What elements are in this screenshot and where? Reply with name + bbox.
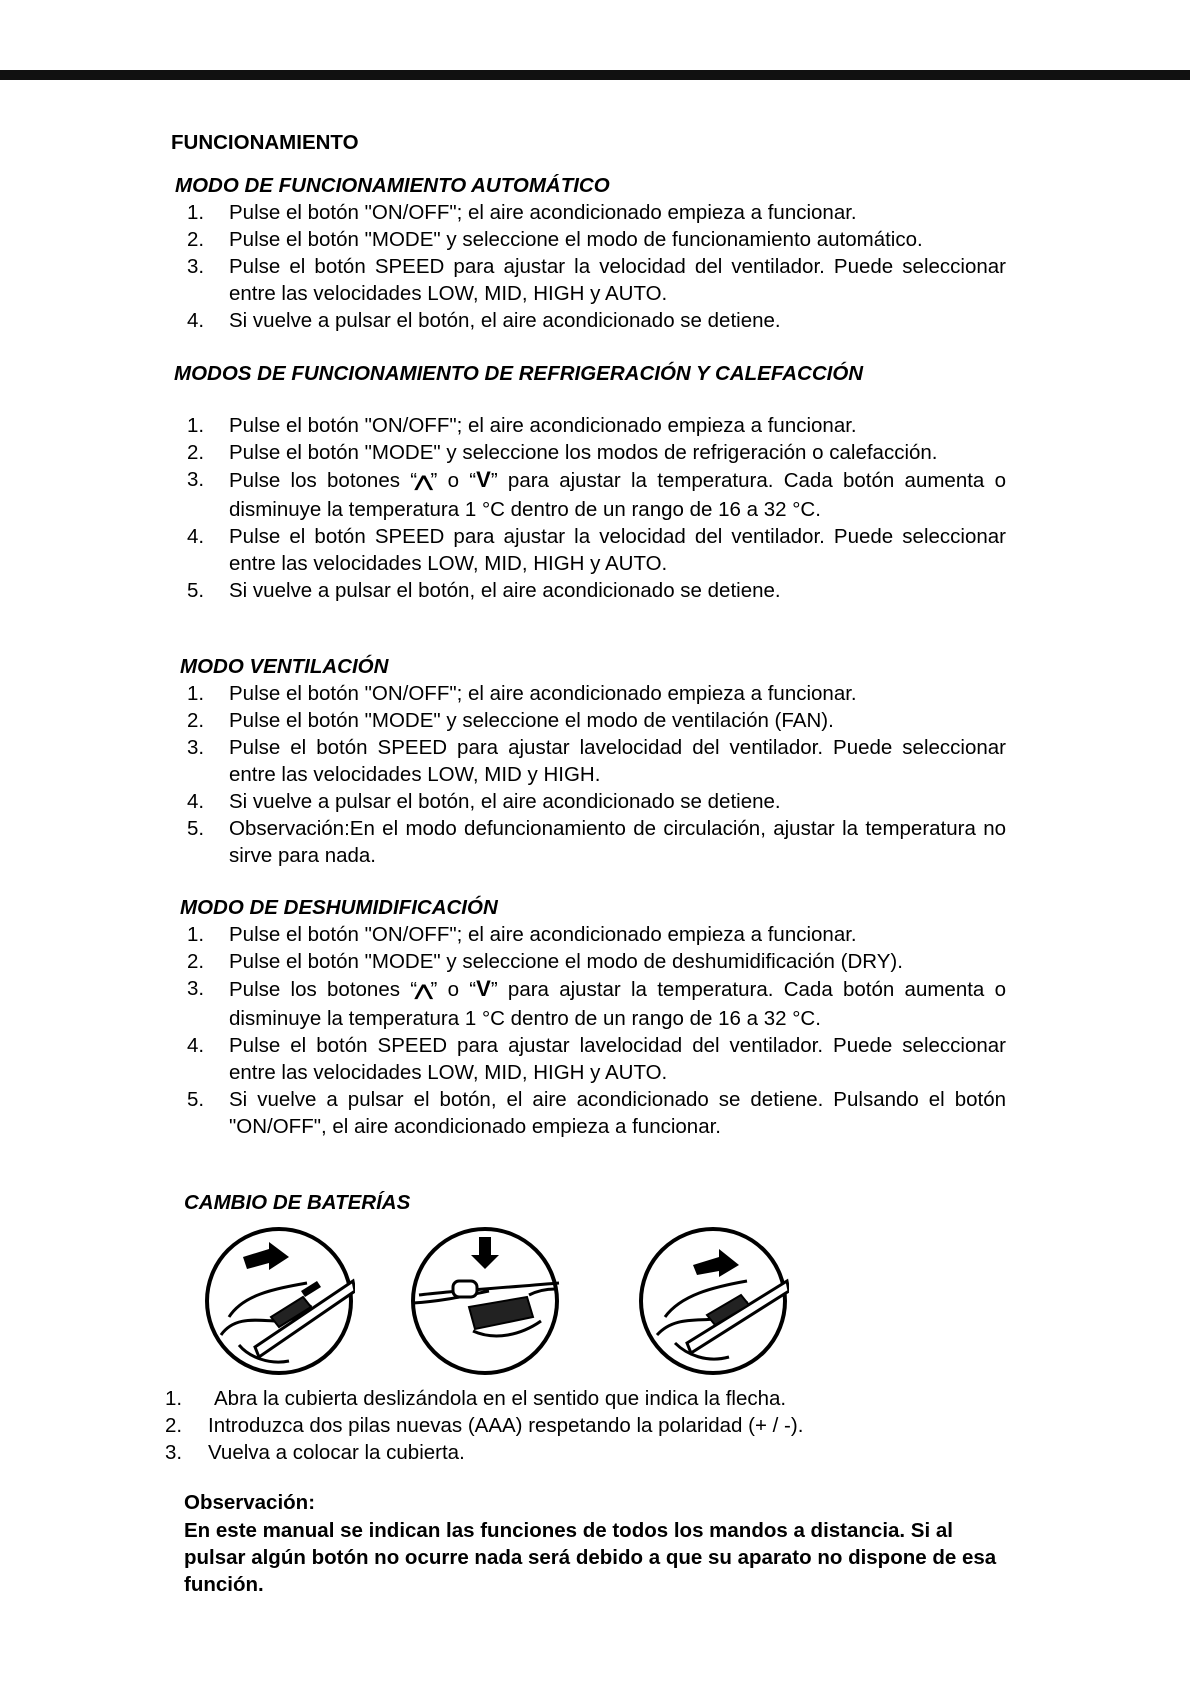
- down-arrow-icon: V: [476, 467, 491, 492]
- section-title-fan: MODO VENTILACIÓN: [180, 655, 389, 678]
- step-text: Observación:En el modo defuncionamiento de circulación, ajustar la temperatura no sirve para nada.: [229, 817, 1006, 867]
- up-arrow-icon: ⋀: [414, 474, 434, 491]
- list-item: [174, 1032, 1006, 1086]
- step-text: Pulse el botón SPEED para ajustar lavelocidad del ventilador. Puede seleccionar entre las velocidades LOW, MID y HIGH.: [229, 736, 1006, 786]
- list-item: [174, 1086, 1006, 1140]
- list-item: [174, 226, 1006, 253]
- dry-steps: [174, 921, 1006, 1140]
- step-number: 2.: [187, 441, 205, 464]
- section-title-dry: MODO DE DESHUMIDIFICACIÓN: [180, 896, 498, 919]
- open-cover-illustration: [203, 1225, 355, 1377]
- step-text: Pulse el botón "ON/OFF"; el aire acondicionado empieza a funcionar.: [229, 682, 857, 705]
- step-text: Pulse el botón "MODE" y seleccione los modos de refrigeración o calefacción.: [229, 441, 938, 464]
- up-arrow-icon: ⋀: [414, 983, 434, 1000]
- insert-batteries-illustration: [409, 1225, 561, 1377]
- step-text: Pulse los botones “⋀” o “V” para ajustar la temperatura. Cada botón aumenta o disminuye la temperatura 1 °C dentro de un rango de 16 a 32 °C.: [229, 976, 1006, 1030]
- step-text: Si vuelve a pulsar el botón, el aire acondicionado se detiene.: [229, 790, 781, 813]
- list-item: [174, 307, 1006, 334]
- list-item: [174, 921, 1006, 948]
- step-text: Si vuelve a pulsar el botón, el aire acondicionado se detiene. Pulsando el botón "ON/OFF", el aire acondicionado empieza a funcionar.: [229, 1088, 1006, 1138]
- step-number: 1.: [187, 414, 205, 437]
- step-text: Pulse el botón SPEED para ajustar la velocidad del ventilador. Puede seleccionar entre las velocidades LOW, MID, HIGH y AUTO.: [229, 525, 1006, 575]
- step-text: Pulse el botón "MODE" y seleccione el modo de deshumidificación (DRY).: [229, 950, 903, 973]
- step-number: 3.: [187, 977, 205, 1000]
- down-arrow-icon: V: [476, 976, 491, 1001]
- step-text: Pulse el botón "ON/OFF"; el aire acondicionado empieza a funcionar.: [229, 414, 857, 437]
- step-number: 4.: [187, 790, 205, 813]
- step-text: Pulse el botón SPEED para ajustar la velocidad del ventilador. Puede seleccionar entre las velocidades LOW, MID, HIGH y AUTO.: [229, 255, 1006, 305]
- step-number: 2.: [187, 228, 205, 251]
- step-number: 5.: [187, 579, 205, 602]
- section-title-cool-heat: MODOS DE FUNCIONAMIENTO DE REFRIGERACIÓN Y CALEFACCIÓN: [174, 362, 864, 385]
- step-number: 4.: [187, 309, 205, 332]
- list-item: [174, 788, 1006, 815]
- list-item: [174, 466, 1006, 523]
- step-number: 2.: [187, 709, 205, 732]
- list-item: [174, 253, 1006, 307]
- auto-steps: [174, 199, 1006, 334]
- step-number: 3.: [187, 468, 205, 491]
- list-item: [165, 1412, 985, 1439]
- step-text: Vuelva a colocar la cubierta.: [208, 1441, 465, 1464]
- step-text: Pulse el botón "MODE" y seleccione el modo de funcionamiento automático.: [229, 228, 923, 251]
- step-number: 1.: [187, 682, 205, 705]
- close-cover-illustration: [637, 1225, 789, 1377]
- step-number: 4.: [187, 525, 205, 548]
- step-number: 3.: [165, 1441, 183, 1464]
- step-text: Si vuelve a pulsar el botón, el aire acondicionado se detiene.: [229, 579, 781, 602]
- section-title-batteries: CAMBIO DE BATERÍAS: [184, 1191, 411, 1214]
- step-number: 2.: [165, 1414, 183, 1437]
- step-number: 3.: [187, 255, 205, 278]
- step-text: Pulse el botón "MODE" y seleccione el modo de ventilación (FAN).: [229, 709, 834, 732]
- list-item: [174, 523, 1006, 577]
- step-number: 4.: [187, 1034, 205, 1057]
- observation-title: Observación:: [184, 1491, 316, 1514]
- step-text: Introduzca dos pilas nuevas (AAA) respetando la polaridad (+ / -).: [208, 1414, 804, 1437]
- list-item: [174, 577, 1006, 604]
- step-number: 1.: [187, 201, 205, 224]
- step-number: 2.: [187, 950, 205, 973]
- list-item: [174, 975, 1006, 1032]
- list-item: [165, 1439, 985, 1466]
- list-item: [174, 948, 1006, 975]
- cool-heat-steps: [174, 412, 1006, 604]
- step-text: Pulse el botón SPEED para ajustar lavelocidad del ventilador. Puede seleccionar entre las velocidades LOW, MID, HIGH y AUTO.: [229, 1034, 1006, 1084]
- step-text: Abra la cubierta deslizándola en el sentido que indica la flecha.: [214, 1387, 787, 1410]
- list-item: [174, 412, 1006, 439]
- page-title: FUNCIONAMIENTO: [171, 131, 359, 154]
- list-item: [174, 734, 1006, 788]
- observation-text: En este manual se indican las funciones de todos los mandos a distancia. Si al pulsar algún botón no ocurre nada será debido a que su aparato no dispone de esa función.: [184, 1519, 997, 1596]
- battery-illustrations: [203, 1225, 793, 1375]
- list-item: [174, 439, 1006, 466]
- list-item: [174, 815, 1006, 869]
- section-title-auto: MODO DE FUNCIONAMIENTO AUTOMÁTICO: [175, 174, 610, 197]
- fan-steps: [174, 680, 1006, 869]
- step-number: 1.: [187, 923, 205, 946]
- step-number: 3.: [187, 736, 205, 759]
- step-number: 5.: [187, 1088, 205, 1111]
- list-item: [174, 199, 1006, 226]
- step-text: Pulse el botón "ON/OFF"; el aire acondicionado empieza a funcionar.: [229, 201, 857, 224]
- list-item: [165, 1385, 985, 1412]
- step-number: 5.: [187, 817, 205, 840]
- list-item: [174, 680, 1006, 707]
- step-text: Pulse el botón "ON/OFF"; el aire acondicionado empieza a funcionar.: [229, 923, 857, 946]
- step-text: Si vuelve a pulsar el botón, el aire acondicionado se detiene.: [229, 309, 781, 332]
- list-item: [174, 707, 1006, 734]
- step-number: 1.: [165, 1387, 183, 1410]
- battery-steps: [165, 1385, 985, 1466]
- step-text: Pulse los botones “⋀” o “V” para ajustar la temperatura. Cada botón aumenta o disminuye la temperatura 1 °C dentro de un rango de 16 a 32 °C.: [229, 467, 1006, 521]
